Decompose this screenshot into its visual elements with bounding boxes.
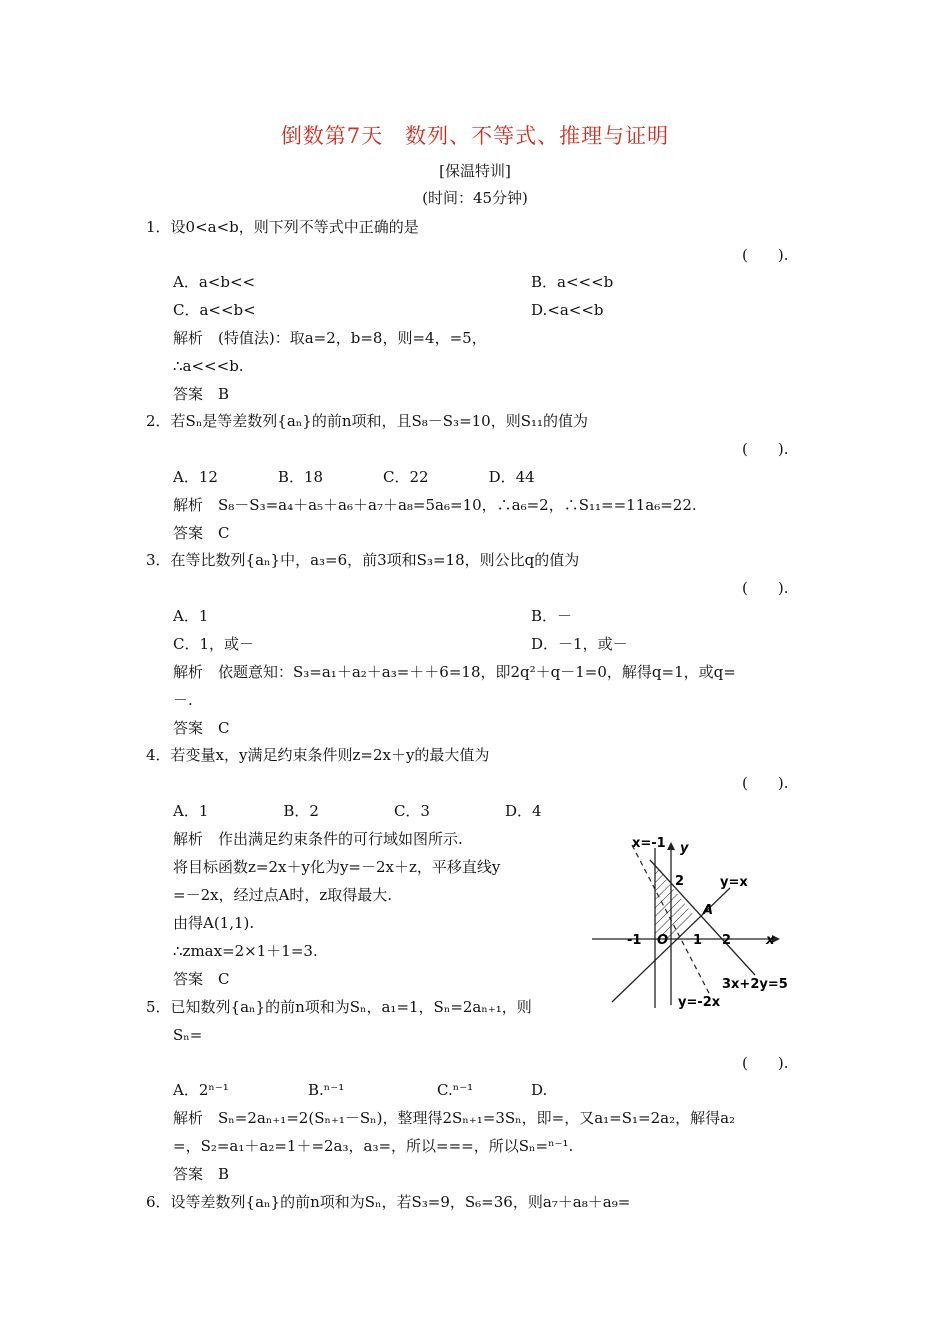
q1-option-d: D.<a<<b	[531, 301, 604, 319]
q3-analysis-line-1: 解析 依题意知：S₃=a₁＋a₂＋a₃=＋＋6=18，即2q²＋q－1=0，解得q=1，或q=	[173, 663, 736, 681]
y-axis-arrow-icon	[667, 842, 675, 850]
page-title: 倒数第7天 数列、不等式、推理与证明	[280, 124, 670, 148]
q5-analysis-line-2: =，S₂=a₁＋a₂=1＋=2a₃，a₃=，所以===，所以Sₙ=ⁿ⁻¹.	[173, 1137, 574, 1155]
q2-analysis: 解析 S₈－S₃=a₄＋a₅＋a₆＋a₇＋a₈=5a₆=10，∴a₆=2，∴S₁₁==11a₆=22.	[173, 496, 697, 514]
tick-neg1: -1	[627, 933, 642, 948]
q5-option-b: B.ⁿ⁻¹	[308, 1081, 345, 1099]
q1-option-a: A．a<b<<	[173, 273, 256, 291]
q3-option-c: C．1，或－	[173, 635, 255, 653]
label-origin: O	[657, 933, 669, 948]
q1-option-c: C．a<<b<	[173, 301, 256, 319]
label-point-a: A	[703, 903, 714, 918]
q5-stem-line-1: 5．已知数列{aₙ}的前n项和为Sₙ，a₁=1，Sₙ=2aₙ₊₁，则	[146, 998, 532, 1016]
q4-answer: 答案 C	[173, 970, 230, 988]
section-label: [保温特训]	[439, 162, 511, 180]
q5-stem-line-2: Sₙ=	[173, 1026, 203, 1044]
q6-stem: 6．设等差数列{aₙ}的前n项和为Sₙ，若S₃=9，S₆=36，则a₇＋a₈＋a₉=	[146, 1193, 631, 1211]
q4-analysis-line-1: 解析 作出满足约束条件的可行域如图所示.	[173, 830, 463, 848]
label-3x-2y-5: 3x+2y=5	[722, 977, 788, 992]
label-x-axis: x	[766, 933, 775, 948]
q3-stem: 3．在等比数列{aₙ}中，a₃=6，前3项和S₃=18，则公比q的值为	[146, 551, 580, 569]
label-y-eq-x: y=x	[720, 875, 748, 890]
q2-options: A．12 B．18 C．22 D．44	[173, 468, 535, 486]
q4-options: A．1 B．2 C．3 D．4	[173, 802, 542, 820]
q5-answer: 答案 B	[173, 1165, 230, 1183]
q4-analysis-line-2: 将目标函数z=2x＋y化为y=－2x＋z，平移直线y	[173, 858, 501, 876]
q4-stem: 4．若变量x，y满足约束条件则z=2x＋y的最大值为	[146, 746, 490, 764]
q5-option-c: C.ⁿ⁻¹	[437, 1081, 474, 1099]
q1-answer: 答案 B	[173, 385, 230, 403]
q1-stem: 1．设0<a<b，则下列不等式中正确的是	[146, 218, 419, 236]
tick-1: 1	[693, 933, 703, 948]
q3-option-b: B．－	[531, 607, 573, 625]
q1-answer-blank: ( ).	[742, 246, 789, 264]
q2-answer-blank: ( ).	[742, 440, 789, 458]
q3-option-a: A．1	[173, 607, 209, 625]
label-x-eq-neg1: x=-1	[632, 836, 666, 851]
q1-option-b: B．a<<<b	[531, 273, 614, 291]
label-y-axis: y	[680, 841, 689, 856]
time-limit: (时间：45分钟)	[422, 189, 528, 207]
q5-option-a: A．2ⁿ⁻¹	[173, 1081, 229, 1099]
q4-analysis-line-3: =－2x，经过点A时，z取得最大.	[173, 886, 393, 904]
q4-answer-blank: ( ).	[742, 774, 789, 792]
q3-answer-blank: ( ).	[742, 579, 789, 597]
q2-answer: 答案 C	[173, 524, 230, 542]
q4-analysis-line-4: 由得A(1,1).	[173, 914, 255, 932]
q3-option-d: D．－1，或－	[531, 635, 628, 653]
feasible-region-figure	[580, 830, 810, 1010]
tick-y-2: 2	[675, 874, 685, 889]
q5-answer-blank: ( ).	[742, 1054, 789, 1072]
q1-analysis-line-2: ∴a<<<b.	[173, 357, 244, 375]
q4-analysis-line-5: ∴zmax=2×1＋1=3.	[173, 942, 318, 960]
q5-analysis-line-1: 解析 Sₙ=2aₙ₊₁=2(Sₙ₊₁－Sₙ)，整理得2Sₙ₊₁=3Sₙ，即=，又a₁=S₁=2a₂，解得a₂	[173, 1109, 736, 1127]
label-y-eq-neg2x: y=-2x	[678, 995, 721, 1010]
q3-answer: 答案 C	[173, 719, 230, 737]
q3-analysis-line-2: －.	[173, 691, 193, 709]
q5-option-d: D.	[531, 1081, 548, 1099]
tick-2: 2	[722, 933, 732, 948]
q1-analysis-line-1: 解析 (特值法)：取a=2，b=8，则=4，=5，	[173, 329, 487, 347]
q2-stem: 2．若Sₙ是等差数列{aₙ}的前n项和，且S₈－S₃=10，则S₁₁的值为	[146, 412, 589, 430]
